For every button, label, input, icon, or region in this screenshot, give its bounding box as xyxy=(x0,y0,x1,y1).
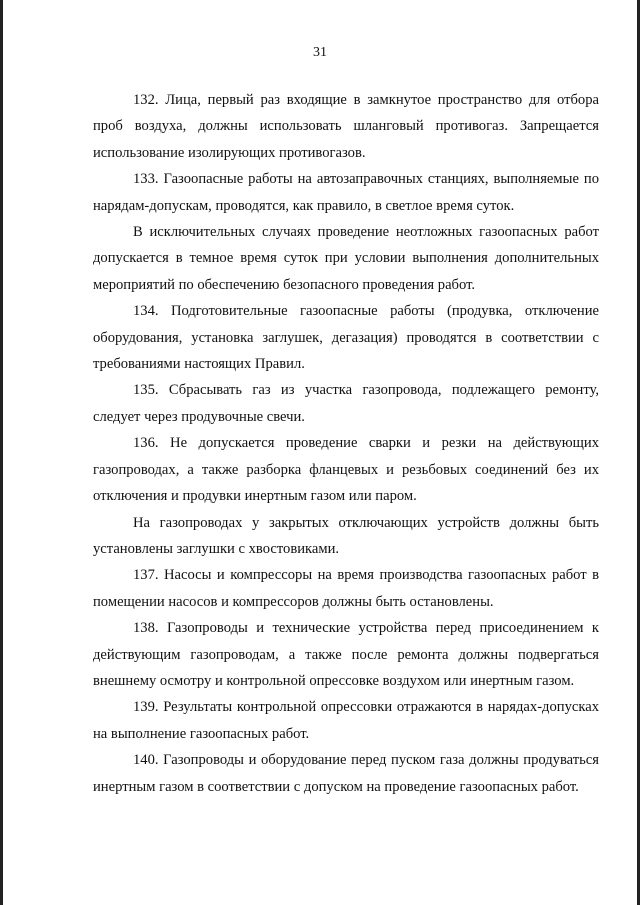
paragraph-137: 137. Насосы и компрессоры на время производства газоопасных работ в помещении насосов и компрессоров должны быть остановлены. xyxy=(93,567,599,610)
paragraph-135: 135. Сбрасывать газ из участка газопровода, подлежащего ремонту, следует через продувочные свечи. xyxy=(93,382,599,425)
paragraph-133-exception: В исключительных случаях проведение неотложных газоопасных работ допускается в темное время суток при условии выполнения дополнительных мероприятий по обеспечению безопасного проведения работ. xyxy=(93,224,599,293)
paragraph-133: 133. Газоопасные работы на автозаправочных станциях, выполняемые по нарядам-допускам, проводятся, как правило, в светлое время суток. xyxy=(93,171,599,214)
paragraph-136: 136. Не допускается проведение сварки и резки на действующих газопроводах, а также разборка фланцевых и резьбовых соединений без их отключения и продувки инертным газом или паром. xyxy=(93,435,599,505)
paragraph-139: 139. Результаты контрольной опрессовки отражаются в нарядах-допусках на выполнение газоопасных работ. xyxy=(93,699,599,742)
document-body xyxy=(93,87,599,800)
paragraph-132: 132. Лица, первый раз входящие в замкнутое пространство для отбора проб воздуха, должны использовать шланговый противогаз. Запрещается использование изолирующих противогазов. xyxy=(93,92,599,161)
paragraph-140: 140. Газопроводы и оборудование перед пуском газа должны продуваться инертным газом в соответствии с допуском на проведение газоопасных работ. xyxy=(93,752,599,795)
paragraph-138: 138. Газопроводы и технические устройства перед присоединением к действующим газопроводам, а также после ремонта должны подвергаться внешнему осмотру и контрольной опрессовке воздухом или инертным газом. xyxy=(93,620,599,689)
paragraph-134: 134. Подготовительные газоопасные работы (продувка, отключение оборудования, установка заглушек, дегазация) проводятся в соответствии с требованиями настоящих Правил. xyxy=(93,303,599,373)
paragraph-136-plugs: На газопроводах у закрытых отключающих устройств должны быть установлены заглушки с хвостовиками. xyxy=(93,514,599,557)
page-number: 31 xyxy=(313,45,327,60)
